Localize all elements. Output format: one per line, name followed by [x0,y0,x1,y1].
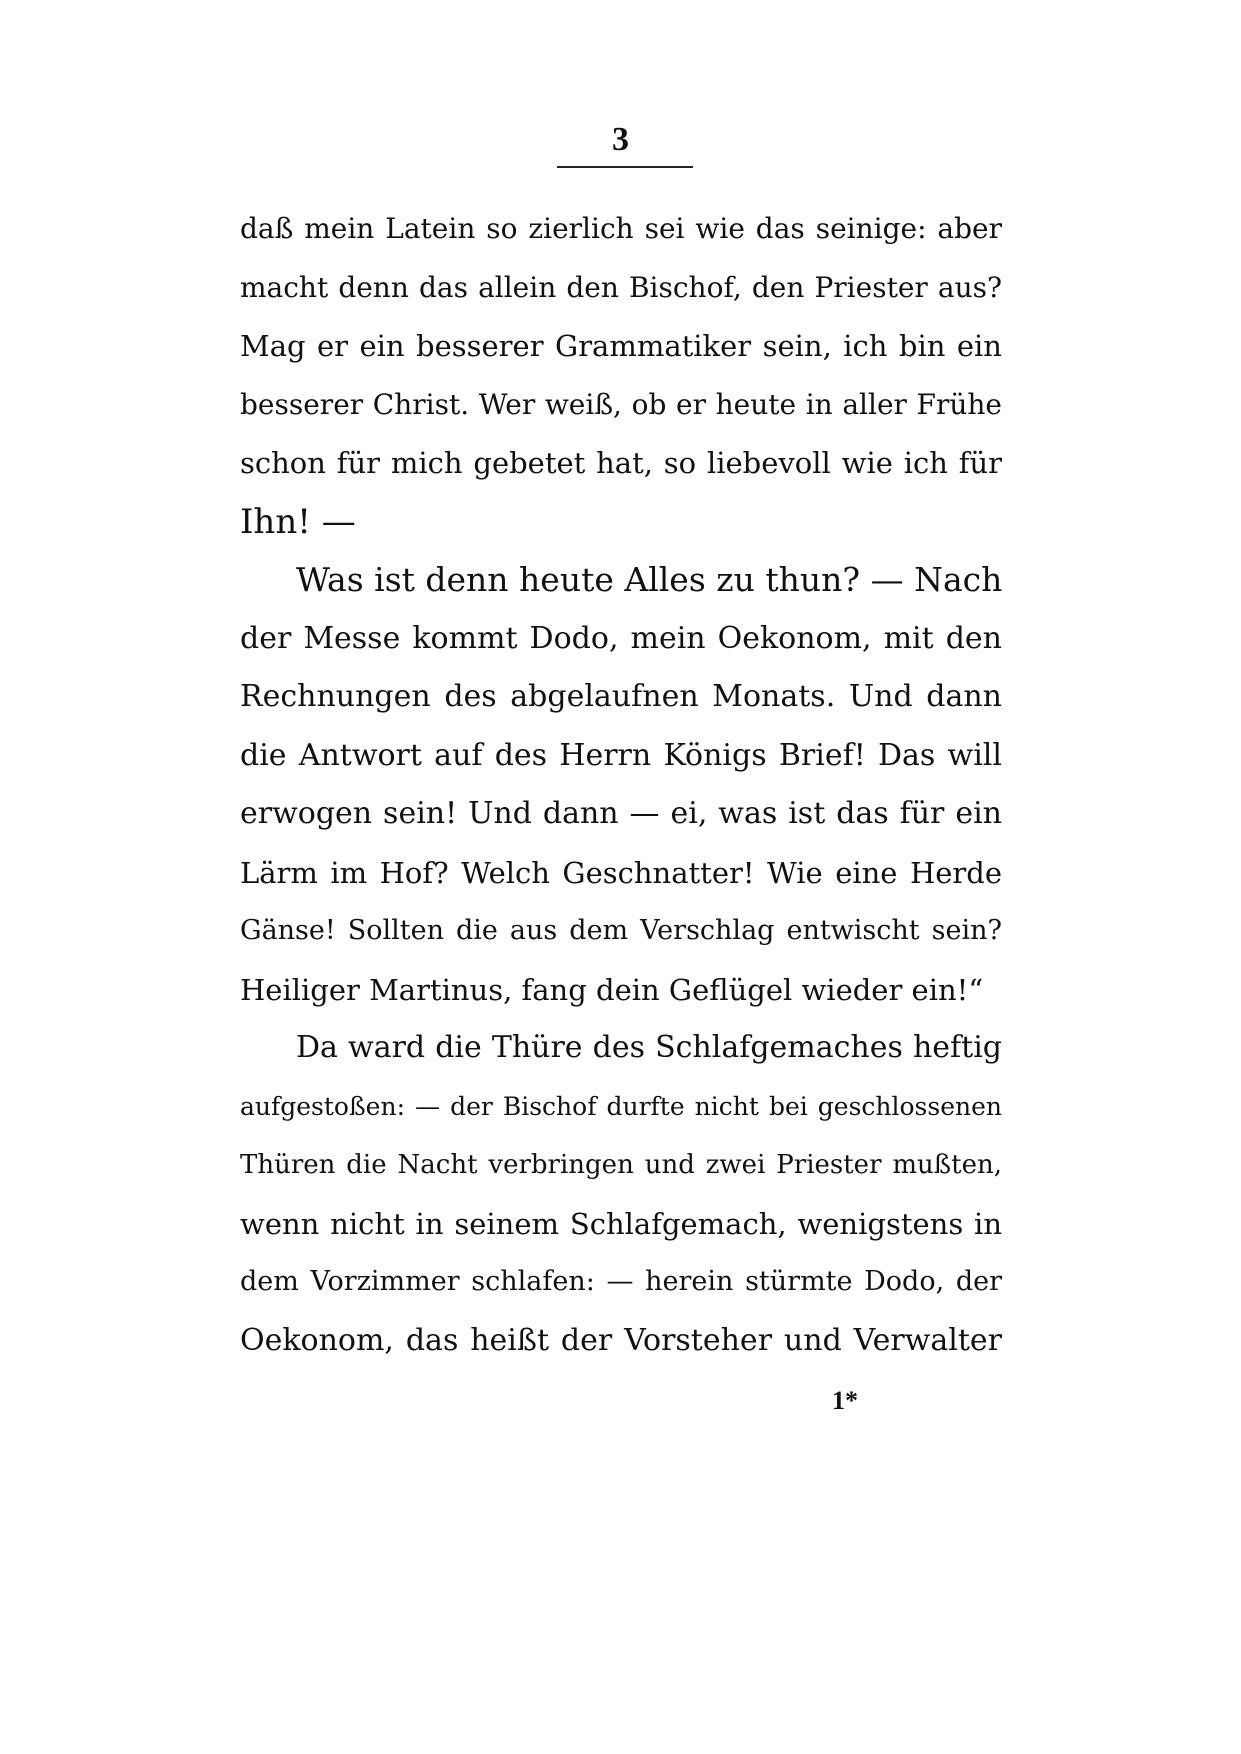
text-line: die Antwort auf des Herrn Königs Brief! Das will [240,737,1002,773]
text-line: Gänse! Sollten die aus dem Verschlag entwischt sein? [240,915,1002,946]
text-line: erwogen sein! Und dann — ei, was ist das für ein [240,796,1002,831]
text-line: der Messe kommt Dodo, mein Oekonom, mit den [240,620,1002,656]
page-number: 3 [612,121,629,158]
text-line: macht denn das allein den Bischof, den Priester aus? [240,270,1002,304]
text-line: besserer Christ. Wer weiß, ob er heute in aller Frühe [240,387,1002,421]
text-line: Was ist denn heute Alles zu thun? — Nach [296,560,1002,599]
text-line: Lärm im Hof? Welch Geschnatter! Wie eine Herde [240,855,1002,890]
text-line: Heiliger Martinus, fang dein Geflügel wieder ein!“ [240,972,984,1007]
text-line: Mag er ein besserer Grammatiker sein, ich bin ein [240,329,1002,363]
text-line: daß mein Latein so zierlich sei wie das seinige: aber [240,212,1002,245]
text-line: dem Vorzimmer schlafen: — herein stürmte Dodo, der [240,1266,1002,1297]
text-line: Ihn! — [240,501,356,542]
signature-mark: 1* [832,1386,858,1415]
text-line: Rechnungen des abgelaufnen Monats. Und dann [240,679,1002,714]
page-number-rule [557,166,693,168]
text-line: schon für mich gebetet hat, so liebevoll wie ich für [240,446,1002,480]
text-line: Thüren die Nacht verbringen und zwei Priester mußten, [240,1150,1002,1180]
text-line: aufgestoßen: — der Bischof durfte nicht bei geschlossenen [240,1091,1002,1121]
text-line: wenn nicht in seinem Schlafgemach, wenigstens in [240,1206,1002,1241]
text-line: Da ward die Thüre des Schlafgemaches heftig [296,1030,1002,1065]
text-line: Oekonom, das heißt der Vorsteher und Verwalter [240,1322,1002,1358]
body-text [240,200,1002,1370]
